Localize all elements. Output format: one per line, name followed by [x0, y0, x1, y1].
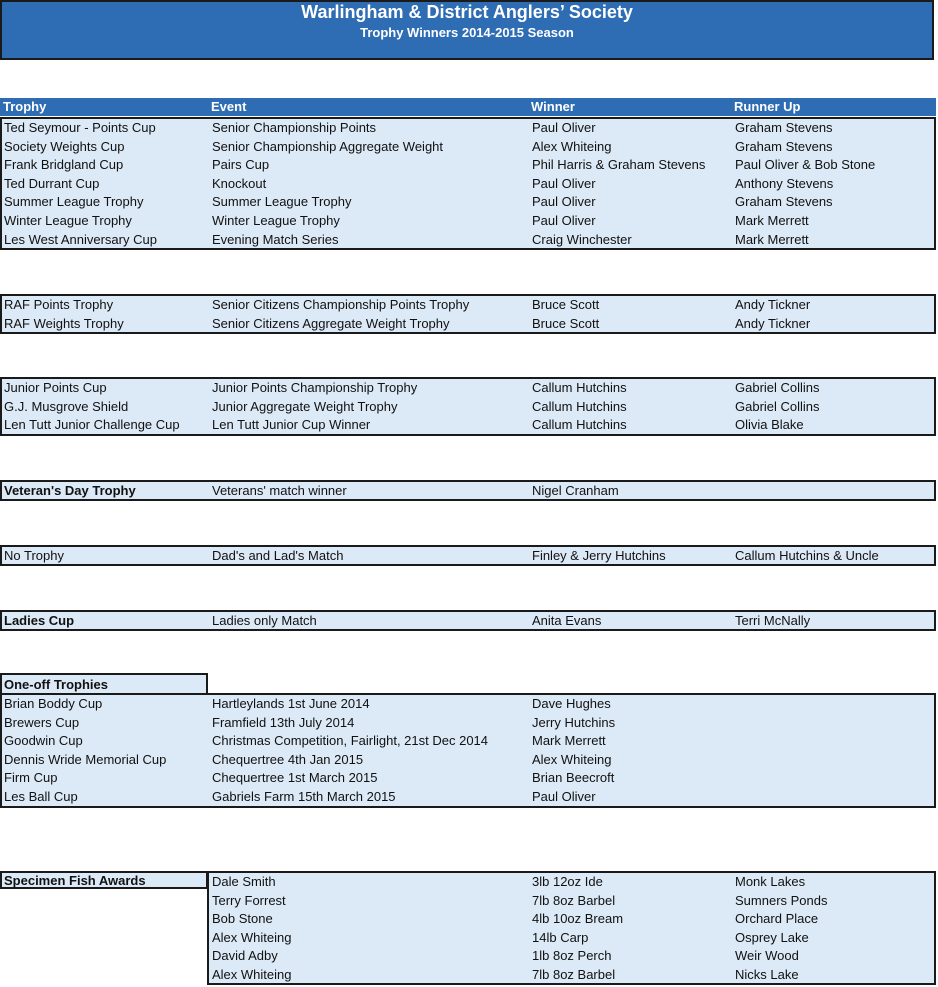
table-row — [209, 966, 934, 985]
page-header — [0, 0, 934, 60]
trophy-cell: RAF Weights Trophy — [4, 315, 124, 331]
table-row — [2, 416, 934, 435]
venue-cell: Weir Wood — [735, 948, 799, 964]
runner-up-cell: Mark Merrett — [735, 231, 809, 247]
winner-cell: Craig Winchester — [532, 231, 632, 247]
event-cell: Pairs Cup — [212, 157, 270, 173]
table-row — [2, 138, 934, 157]
table-row — [2, 119, 934, 138]
event-cell: Chequertree 4th Jan 2015 — [212, 751, 364, 767]
one-off-trophies-title: One-off Trophies — [0, 673, 208, 693]
column-header-winner: Winner — [531, 99, 575, 114]
table-row — [2, 547, 934, 566]
winner-cell: Paul Oliver — [532, 120, 596, 135]
event-cell: Dad's and Lad's Match — [212, 548, 344, 563]
runner-up-cell: Anthony Stevens — [735, 175, 834, 191]
column-header-event: Event — [211, 99, 247, 114]
winner-cell: Nigel Cranham — [532, 483, 619, 498]
winner-cell: Phil Harris & Graham Stevens — [532, 157, 706, 173]
trophy-cell: Brian Boddy Cup — [4, 696, 103, 711]
venue-cell: Nicks Lake — [735, 966, 799, 982]
winner-cell: Bruce Scott — [532, 297, 600, 312]
table-row — [209, 947, 934, 966]
page-title: Warlingham & District Anglers’ Society — [301, 2, 633, 22]
table-row — [2, 769, 934, 788]
event-cell: Christmas Competition, Fairlight, 21st Dec 2014 — [212, 733, 489, 749]
fish-cell: 7lb 8oz Barbel — [532, 892, 616, 908]
venue-cell: Orchard Place — [735, 911, 819, 927]
table-row — [2, 788, 934, 807]
event-cell: Junior Points Championship Trophy — [212, 380, 418, 395]
winner-cell: Callum Hutchins — [532, 398, 627, 414]
runner-up-cell: Gabriel Collins — [735, 380, 820, 395]
table-row — [2, 732, 934, 751]
fish-cell: 7lb 8oz Barbel — [532, 966, 616, 982]
fish-cell: 1lb 8oz Perch — [532, 948, 612, 964]
column-header-runner-up: Runner Up — [734, 99, 801, 114]
fish-cell: 3lb 12oz Ide — [532, 874, 603, 889]
table-row — [2, 296, 934, 315]
junior-trophies-table — [0, 377, 936, 436]
event-cell: Summer League Trophy — [212, 194, 352, 210]
event-cell: Winter League Trophy — [212, 212, 340, 228]
trophy-cell: Goodwin Cup — [4, 733, 83, 749]
winner-cell: Mark Merrett — [532, 733, 606, 749]
trophy-cell: Winter League Trophy — [4, 212, 132, 228]
page-subtitle: Trophy Winners 2014-2015 Season — [360, 25, 574, 40]
specimen-fish-table — [207, 871, 936, 985]
runner-up-cell: Paul Oliver & Bob Stone — [735, 157, 876, 173]
table-row — [209, 892, 934, 911]
event-cell: Senior Championship Points — [212, 120, 377, 135]
venue-cell: Monk Lakes — [735, 874, 806, 889]
event-cell: Senior Citizens Aggregate Weight Trophy — [212, 315, 450, 331]
event-cell: Evening Match Series — [212, 231, 339, 247]
table-row — [2, 231, 934, 250]
event-cell: Chequertree 1st March 2015 — [212, 770, 378, 786]
angler-cell: Alex Whiteing — [212, 966, 292, 982]
winner-cell: Anita Evans — [532, 613, 602, 628]
winner-cell: Callum Hutchins — [532, 380, 627, 395]
angler-cell: Alex Whiteing — [212, 929, 292, 945]
table-row — [2, 714, 934, 733]
runner-up-cell: Terri McNally — [735, 613, 811, 628]
dads-lads-table — [0, 545, 936, 566]
table-row — [2, 175, 934, 194]
event-cell: Gabriels Farm 15th March 2015 — [212, 788, 396, 804]
trophy-cell: Junior Points Cup — [4, 380, 107, 395]
table-row — [2, 482, 934, 501]
trophy-cell: Ladies Cup — [4, 613, 75, 628]
trophy-cell: Society Weights Cup — [4, 138, 125, 154]
angler-cell: Dale Smith — [212, 874, 276, 889]
event-cell: Junior Aggregate Weight Trophy — [212, 398, 398, 414]
table-row — [209, 873, 934, 892]
trophy-cell: G.J. Musgrove Shield — [4, 398, 129, 414]
winner-cell: Callum Hutchins — [532, 417, 627, 433]
one-off-trophies-table — [0, 693, 936, 808]
winner-cell: Jerry Hutchins — [532, 714, 616, 730]
table-row — [2, 315, 934, 334]
column-header-trophy: Trophy — [3, 99, 47, 114]
runner-up-cell: Andy Tickner — [735, 315, 811, 331]
senior-trophies-table — [0, 117, 936, 250]
winner-cell: Alex Whiteing — [532, 751, 612, 767]
trophy-cell: Brewers Cup — [4, 714, 80, 730]
trophy-cell: Ted Seymour - Points Cup — [4, 120, 156, 135]
runner-up-cell: Callum Hutchins & Uncle — [735, 548, 879, 563]
trophy-cell: Ted Durrant Cup — [4, 175, 100, 191]
angler-cell: David Adby — [212, 948, 278, 964]
trophy-cell: Firm Cup — [4, 770, 58, 786]
trophy-cell: No Trophy — [4, 548, 64, 563]
runner-up-cell: Andy Tickner — [735, 297, 811, 312]
event-cell: Framfield 13th July 2014 — [212, 714, 355, 730]
winner-cell: Paul Oliver — [532, 788, 596, 804]
event-cell: Senior Citizens Championship Points Trophy — [212, 297, 470, 312]
column-header-row — [0, 98, 936, 116]
angler-cell: Terry Forrest — [212, 892, 286, 908]
trophy-cell: Frank Bridgland Cup — [4, 157, 124, 173]
event-cell: Ladies only Match — [212, 613, 317, 628]
winner-cell: Paul Oliver — [532, 212, 596, 228]
trophy-cell: Les West Anniversary Cup — [4, 231, 157, 247]
event-cell: Hartleylands 1st June 2014 — [212, 696, 370, 711]
trophy-cell: Veteran's Day Trophy — [4, 483, 136, 498]
trophy-cell: RAF Points Trophy — [4, 297, 114, 312]
table-row — [2, 398, 934, 417]
ladies-cup-table — [0, 610, 936, 631]
runner-up-cell: Gabriel Collins — [735, 398, 820, 414]
angler-cell: Bob Stone — [212, 911, 273, 927]
runner-up-cell: Mark Merrett — [735, 212, 809, 228]
table-row — [2, 379, 934, 398]
event-cell: Len Tutt Junior Cup Winner — [212, 417, 371, 433]
venue-cell: Osprey Lake — [735, 929, 809, 945]
trophy-cell: Les Ball Cup — [4, 788, 78, 804]
winner-cell: Dave Hughes — [532, 696, 611, 711]
table-row — [2, 695, 934, 714]
fish-cell: 14lb Carp — [532, 929, 589, 945]
table-row — [2, 751, 934, 770]
winner-cell: Brian Beecroft — [532, 770, 615, 786]
table-row — [2, 193, 934, 212]
trophy-cell: Len Tutt Junior Challenge Cup — [4, 417, 180, 433]
raf-trophies-table — [0, 294, 936, 334]
table-row — [209, 929, 934, 948]
trophy-cell: Dennis Wride Memorial Cup — [4, 751, 167, 767]
runner-up-cell: Graham Stevens — [735, 138, 833, 154]
winner-cell: Alex Whiteing — [532, 138, 612, 154]
winner-cell: Paul Oliver — [532, 175, 596, 191]
event-cell: Veterans' match winner — [212, 483, 347, 498]
event-cell: Knockout — [212, 175, 267, 191]
event-cell: Senior Championship Aggregate Weight — [212, 138, 444, 154]
veteran-trophy-table — [0, 480, 936, 501]
table-row — [2, 612, 934, 631]
specimen-fish-awards-title: Specimen Fish Awards — [0, 871, 208, 889]
fish-cell: 4lb 10oz Bream — [532, 911, 624, 927]
trophy-cell: Summer League Trophy — [4, 194, 144, 210]
table-row — [2, 156, 934, 175]
winner-cell: Paul Oliver — [532, 194, 596, 210]
venue-cell: Sumners Ponds — [735, 892, 828, 908]
winner-cell: Finley & Jerry Hutchins — [532, 548, 666, 563]
runner-up-cell: Olivia Blake — [735, 417, 804, 433]
table-row — [209, 910, 934, 929]
table-row — [2, 212, 934, 231]
runner-up-cell: Graham Stevens — [735, 194, 833, 210]
runner-up-cell: Graham Stevens — [735, 120, 833, 135]
winner-cell: Bruce Scott — [532, 315, 600, 331]
